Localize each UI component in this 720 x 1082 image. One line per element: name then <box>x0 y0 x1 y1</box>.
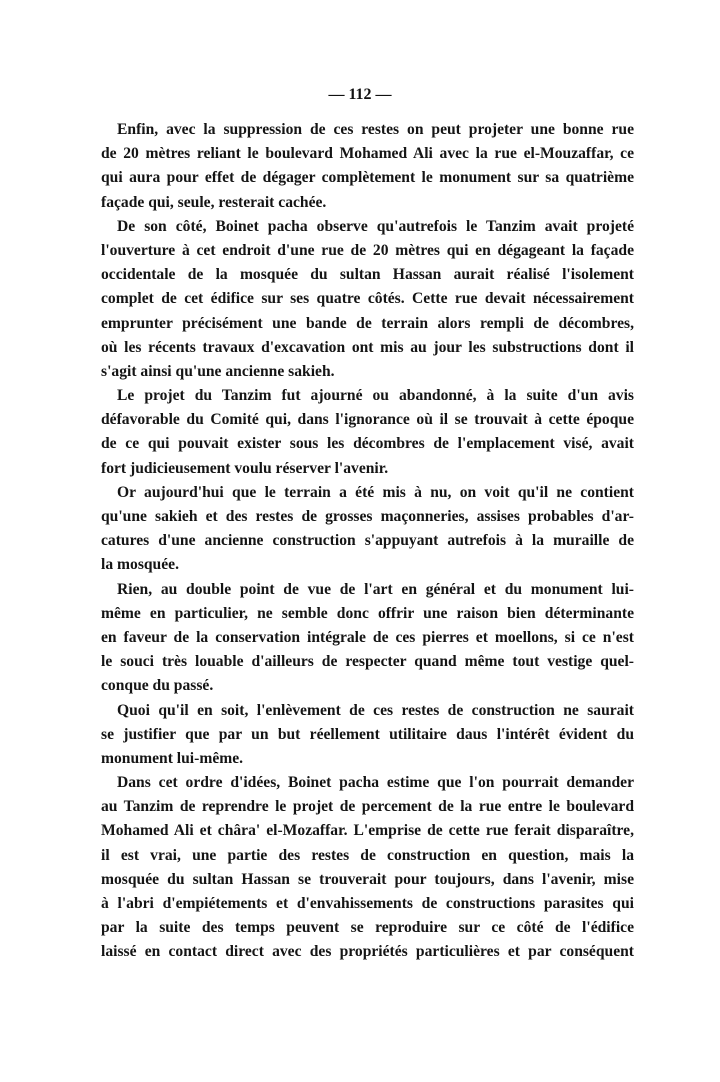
paragraph <box>101 384 634 481</box>
text-line: laissé en contact direct avec des propriétés particulières et par conséquent <box>101 943 634 961</box>
text-line: à l'abri d'empiétements et d'envahissements de constructions parasites qui <box>101 895 634 912</box>
paragraph <box>101 481 634 578</box>
text-line: par la suite des temps peuvent se reproduire sur ce côté de l'édifice <box>101 919 634 937</box>
text-line: emprunter précisément une bande de terrain alors rempli de décombres, <box>101 314 634 332</box>
text-line: Enfin, avec la suppression de ces restes on peut projeter une bonne rue <box>117 121 634 138</box>
text-line: se justifier que par un but réellement utilitaire daus l'intérêt évident du <box>101 725 634 743</box>
paragraph <box>101 215 634 384</box>
text-line: de ce qui pouvait exister sous les décombres de l'emplacement visé, avait <box>101 435 634 453</box>
text-line: Dans cet ordre d'idées, Boinet pacha estime que l'on pourrait demander <box>117 774 634 792</box>
text-line: Le projet du Tanzim fut ajourné ou abandonné, à la suite d'un avis <box>117 387 634 405</box>
text-line: qui aura pour effet de dégager complètement le monument sur sa quatrième <box>101 169 634 187</box>
text-line: Or aujourd'hui que le terrain a été mis à nu, on voit qu'il ne contient <box>117 483 634 501</box>
text-line: où les récents travaux d'excavation ont mis au jour les substructions dont il <box>101 338 634 356</box>
text-line: de 20 mètres reliant le boulevard Mohamed Ali avec la rue el-Mouzaffar, ce <box>101 145 634 163</box>
text-line: catures d'une ancienne construction s'appuyant autrefois à la muraille de <box>101 532 634 550</box>
paragraph <box>101 578 634 699</box>
text-line: même en particulier, ne semble donc offrir une raison bien déterminante <box>101 604 634 622</box>
text-line: le souci très louable d'ailleurs de respecter quand même tout vestige quel- <box>101 653 634 671</box>
text-line: Rien, au double point de vue de l'art en général et du monument lui- <box>117 580 634 598</box>
text-line: De son côté, Boinet pacha observe qu'autrefois le Tanzim avait projeté <box>117 217 634 235</box>
text-line: Mohamed Ali et châra' el-Mozaffar. L'emprise de cette rue ferait disparaître, <box>101 822 634 840</box>
text-line: il est vrai, une partie des restes de construction en question, mais la <box>101 846 634 864</box>
paragraph <box>101 699 634 772</box>
paragraph <box>101 771 634 965</box>
text-line: au Tanzim de reprendre le projet de percement de la rue entre le boulevard <box>101 798 634 816</box>
text-line: Quoi qu'il en soit, l'enlèvement de ces restes de construction ne saurait <box>117 701 634 719</box>
body-text <box>101 118 634 965</box>
text-line: conque du passé. <box>101 677 214 695</box>
text-line: façade qui, seule, resterait cachée. <box>101 193 327 211</box>
text-line: occidentale de la mosquée du sultan Hassan aurait réalisé l'isolement <box>101 266 634 284</box>
text-line: qu'une sakieh et des restes de grosses maçonneries, assises probables d'ar- <box>101 508 634 525</box>
text-line: mosquée du sultan Hassan se trouverait pour toujours, dans l'avenir, mise <box>101 870 634 888</box>
text-line: complet de cet édifice sur ses quatre côtés. Cette rue devait nécessairement <box>101 290 634 308</box>
text-line: monument lui-même. <box>101 749 244 767</box>
text-line: s'agit ainsi qu'une ancienne sakieh. <box>101 362 335 380</box>
page-number: — 112 — <box>328 86 392 103</box>
text-line: l'ouverture à cet endroit d'une rue de 20 mètres qui en dégageant la façade <box>101 241 634 259</box>
text-line: fort judicieusement voulu réserver l'avenir. <box>101 459 389 477</box>
text-line: en faveur de la conservation intégrale de ces pierres et moellons, si ce n'est <box>101 628 634 646</box>
text-line: défavorable du Comité qui, dans l'ignorance où il se trouvait à cette époque <box>101 411 634 429</box>
text-line: la mosquée. <box>101 556 179 574</box>
paragraph <box>101 118 634 215</box>
